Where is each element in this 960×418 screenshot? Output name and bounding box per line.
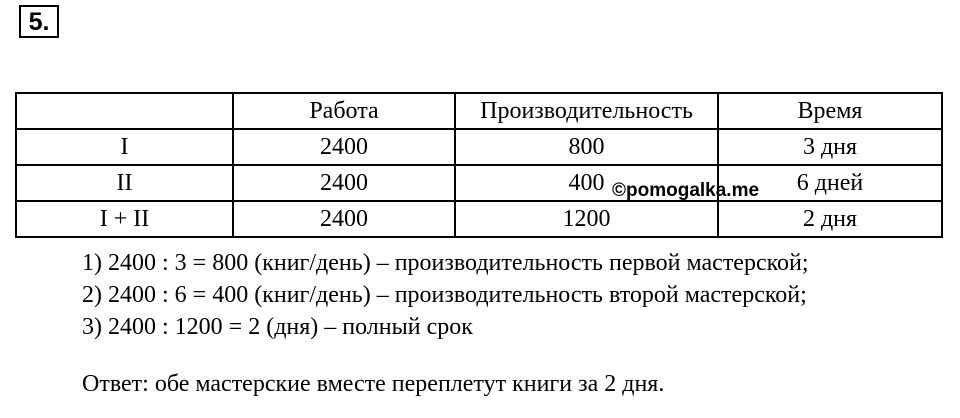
answer-text: Ответ: обе мастерские вместе переплетут книги за 2 дня. — [82, 371, 665, 397]
table-row — [16, 201, 942, 237]
table-cell: 2400 — [233, 129, 455, 165]
table-cell: I — [16, 129, 233, 165]
table-cell: 400 — [455, 165, 718, 201]
data-table — [15, 92, 943, 238]
solution-step: 1) 2400 : 3 = 800 (книг/день) – производительность первой мастерской; — [82, 250, 809, 276]
table-cell: 6 дней — [718, 165, 942, 201]
solution-steps — [82, 247, 809, 343]
table-cell: II — [16, 165, 233, 201]
solution-step: 3) 2400 : 1200 = 2 (дня) – полный срок — [82, 314, 473, 340]
table-cell: 2400 — [233, 165, 455, 201]
table-row — [16, 129, 942, 165]
table-row — [16, 165, 942, 201]
table-header-cell — [16, 93, 233, 129]
solution-step: 2) 2400 : 6 = 400 (книг/день) – производительность второй мастерской; — [82, 282, 807, 308]
watermark: ©pomogalka.me — [612, 180, 760, 201]
table-cell: 800 — [455, 129, 718, 165]
table-cell: I + II — [16, 201, 233, 237]
table-header-row — [16, 93, 942, 129]
table-cell: 2 дня — [718, 201, 942, 237]
table-cell: 2400 — [233, 201, 455, 237]
table-header-cell: Время — [718, 93, 942, 129]
table-header-cell: Работа — [233, 93, 455, 129]
task-number: 5. — [19, 5, 59, 38]
table-cell: 1200 — [455, 201, 718, 237]
table-cell: 3 дня — [718, 129, 942, 165]
table-header-cell: Производительность — [455, 93, 718, 129]
